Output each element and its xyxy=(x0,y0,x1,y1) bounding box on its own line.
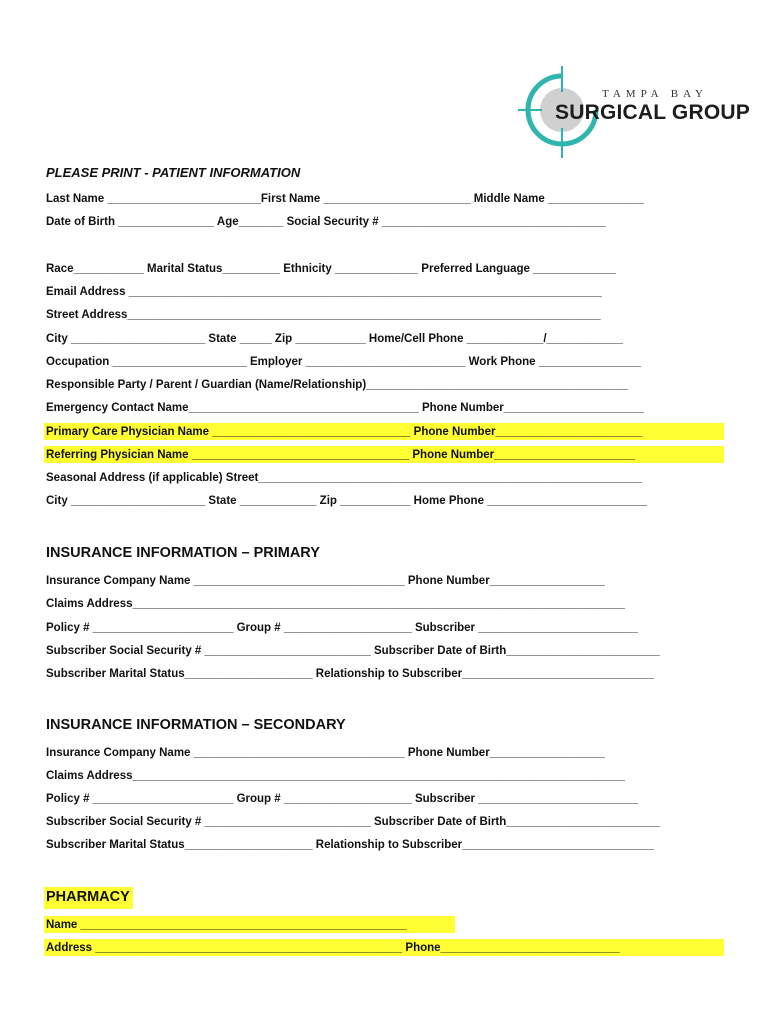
primary-insurance-heading: INSURANCE INFORMATION – PRIMARY xyxy=(46,545,320,561)
patient-info-heading: PLEASE PRINT - PATIENT INFORMATION xyxy=(46,165,301,180)
primary-policy-row[interactable]: Policy # ______________________ Group # ____________________ Subscriber _________________________ xyxy=(46,622,639,634)
secondary-claims-row[interactable]: Claims Address_____________________________________________________________________________ xyxy=(46,770,625,782)
form-row-street[interactable]: Street Address__________________________________________________________________________ xyxy=(46,309,601,321)
logo-line-2: SURGICAL GROUP xyxy=(555,101,750,124)
secondary-policy-row[interactable]: Policy # ______________________ Group # ____________________ Subscriber _________________________ xyxy=(46,793,639,805)
logo-line-1: TAMPA BAY xyxy=(602,88,708,100)
form-row-gender[interactable] xyxy=(46,237,633,253)
form-row-city[interactable]: City _____________________ State _____ Zip ___________ Home/Cell Phone ____________/____________ xyxy=(46,333,624,345)
primary-company-row[interactable]: Insurance Company Name _________________________________ Phone Number__________________ xyxy=(46,575,605,587)
form-row-emergency-contact[interactable]: Emergency Contact Name____________________________________ Phone Number______________________ xyxy=(46,402,645,414)
form-row-dob[interactable]: Date of Birth _______________ Age_______ Social Security # ___________________________________ xyxy=(46,216,606,228)
form-row-occupation[interactable]: Occupation _____________________ Employer _________________________ Work Phone ________________ xyxy=(46,356,642,368)
form-row-seasonal-city[interactable]: City _____________________ State ____________ Zip ___________ Home Phone _________________________ xyxy=(46,495,648,507)
secondary-subscriber-marital-row[interactable]: Subscriber Marital Status____________________ Relationship to Subscriber______________________________ xyxy=(46,839,654,851)
primary-subscriber-marital-row[interactable]: Subscriber Marital Status____________________ Relationship to Subscriber______________________________ xyxy=(46,668,654,680)
form-row-race[interactable]: Race___________ Marital Status_________ Ethnicity _____________ Preferred Language _____________ xyxy=(46,263,617,275)
form-row-primary-care[interactable]: Primary Care Physician Name _______________________________ Phone Number_______________________ xyxy=(46,426,643,438)
primary-subscriber-ssn-row[interactable]: Subscriber Social Security # __________________________ Subscriber Date of Birth________________________ xyxy=(46,645,660,657)
pharmacy-heading: PHARMACY xyxy=(46,889,130,905)
company-logo xyxy=(518,66,750,158)
secondary-subscriber-ssn-row[interactable]: Subscriber Social Security # __________________________ Subscriber Date of Birth________________________ xyxy=(46,816,660,828)
form-row-referring-physician[interactable]: Referring Physician Name __________________________________ Phone Number______________________ xyxy=(46,449,635,461)
form-row-responsible-party[interactable]: Responsible Party / Parent / Guardian (Name/Relationship)_________________________________________ xyxy=(46,379,629,391)
form-row-email[interactable]: Email Address __________________________________________________________________________ xyxy=(46,286,602,298)
form-row-name[interactable]: Last Name ________________________First Name _______________________ Middle Name _______________ xyxy=(46,193,644,205)
secondary-insurance-heading: INSURANCE INFORMATION – SECONDARY xyxy=(46,717,346,733)
pharmacy-name-row[interactable]: Name ___________________________________________________ xyxy=(46,919,407,931)
primary-claims-row[interactable]: Claims Address_____________________________________________________________________________ xyxy=(46,598,625,610)
secondary-company-row[interactable]: Insurance Company Name _________________________________ Phone Number__________________ xyxy=(46,747,605,759)
pharmacy-address-row[interactable]: Address ________________________________________________ Phone____________________________ xyxy=(46,942,620,954)
form-row-seasonal-address[interactable]: Seasonal Address (if applicable) Street____________________________________________________________ xyxy=(46,472,643,484)
